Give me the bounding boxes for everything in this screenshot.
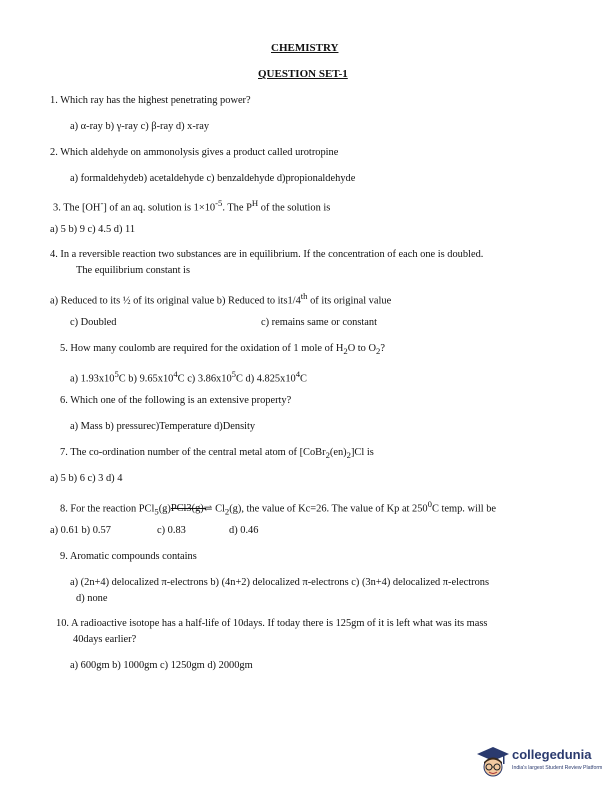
q4-option-sup: th bbox=[300, 291, 308, 301]
question-10-options: a) 600gm b) 1000gm c) 1250gm d) 2000gm bbox=[70, 660, 253, 671]
question-9-options: a) (2n+4) delocalized π-electrons b) (4n+2) delocalized π-electrons c) (3n+4) delocalized π-electrons bbox=[70, 577, 490, 588]
question-set-title: QUESTION SET-1 bbox=[258, 68, 348, 80]
q5-sub-1: 2 bbox=[343, 346, 348, 357]
question-5 bbox=[60, 342, 385, 358]
question-2: 2. Which aldehyde on ammonolysis gives a product called urotropine bbox=[50, 147, 339, 158]
question-7-options: a) 5 b) 6 c) 3 d) 4 bbox=[50, 473, 123, 484]
q4-option-b-tail: of its original value bbox=[307, 295, 392, 307]
q8-sub-2: 2 bbox=[224, 506, 230, 517]
question-4-line-1: 4. In a reversible reaction two substances are in equilibrium. If the concentration of each one is doubled. bbox=[50, 249, 484, 260]
equilibrium-arrow-icon: ⇌ bbox=[203, 503, 213, 515]
question-4-options-ab bbox=[50, 290, 391, 307]
q5-opt-c: C c) 3.86x10 bbox=[177, 373, 232, 385]
q3-text-2: ] of an aq. solution is 1×10 bbox=[103, 202, 216, 214]
q4-option-a: a) Reduced to its ½ of its original value b) Reduced to its1/4 bbox=[50, 295, 301, 307]
question-8-option-c: c) 0.83 bbox=[157, 525, 186, 536]
q5-text-1: 5. How many coulomb are required for the oxidation of 1 mole of H bbox=[60, 343, 344, 354]
q5-opt-b-sup: 4 bbox=[173, 369, 178, 379]
question-8-option-d: d) 0.46 bbox=[229, 525, 259, 536]
q3-text-1: 3. The [OH bbox=[53, 202, 101, 214]
question-5-options bbox=[70, 368, 307, 385]
question-2-options: a) formaldehydeb) acetaldehyde c) benzaldehyde d)propionaldehyde bbox=[70, 173, 356, 184]
question-4-option-c: c) Doubled bbox=[70, 317, 117, 328]
question-9: 9. Aromatic compounds contains bbox=[60, 551, 197, 562]
q5-opt-d: C d) 4.825x10 bbox=[235, 373, 296, 385]
q8-text-1: 8. For the reaction PCl bbox=[60, 503, 155, 515]
logo-name: collegedunia bbox=[512, 747, 592, 762]
q5-opt-b: C b) 9.65x10 bbox=[118, 373, 174, 385]
q3-text-3: . The P bbox=[222, 202, 252, 214]
question-10-line-1: 10. A radioactive isotope has a half-life of 10days. If today there is 125gm of it is left what was its mass bbox=[56, 618, 488, 629]
q5-opt-a: a) 1.93x10 bbox=[70, 373, 115, 385]
question-8-options-ab: a) 0.61 b) 0.57 bbox=[50, 525, 111, 536]
question-4-option-d: c) remains same or constant bbox=[261, 317, 377, 328]
q8-struck-text: PCl3(g) bbox=[170, 503, 204, 515]
q8-text-4: (g), the value of Kc=26. The value of Kp at 250 bbox=[229, 503, 428, 515]
q8-text-2: (g) bbox=[158, 503, 171, 515]
subject-title: CHEMISTRY bbox=[271, 42, 339, 54]
q5-opt-end: C bbox=[300, 373, 307, 385]
question-3-options: a) 5 b) 9 c) 4.5 d) 11 bbox=[50, 224, 136, 235]
q5-text-3: ? bbox=[380, 343, 385, 354]
q7-sub-1: 2 bbox=[325, 450, 330, 461]
question-6-options: a) Mass b) pressurec)Temperature d)Density bbox=[70, 421, 256, 432]
question-7 bbox=[60, 446, 374, 462]
q8-sup: 0 bbox=[427, 499, 432, 509]
q3-sup-3: H bbox=[251, 198, 259, 208]
q3-sup-2: -5 bbox=[215, 198, 223, 208]
question-4-line-2: The equilibrium constant is bbox=[76, 265, 190, 276]
collegedunia-logo bbox=[476, 745, 606, 781]
q8-text-5: C temp. will be bbox=[431, 503, 497, 515]
question-9-options-2: d) none bbox=[76, 593, 108, 604]
q5-sub-2: 2 bbox=[375, 346, 381, 357]
q7-text-1: 7. The co-ordination number of the central metal atom of [CoBr bbox=[60, 447, 326, 458]
question-6: 6. Which one of the following is an extensive property? bbox=[60, 395, 292, 406]
q7-text-2: (en) bbox=[329, 447, 347, 458]
q8-text-3: Cl bbox=[212, 503, 225, 515]
q7-text-3: ]Cl is bbox=[350, 447, 374, 458]
q5-text-2: O to O bbox=[347, 343, 376, 354]
q8-sub-1: 5 bbox=[154, 506, 159, 517]
question-1: 1. Which ray has the highest penetrating power? bbox=[50, 95, 251, 106]
question-3 bbox=[53, 197, 330, 214]
question-1-options: a) α-ray b) γ-ray c) β-ray d) x-ray bbox=[70, 121, 210, 132]
question-8 bbox=[60, 498, 496, 519]
q5-opt-d-sup: 4 bbox=[295, 369, 301, 379]
q3-text-4: of the solution is bbox=[258, 202, 331, 214]
q7-sub-2: 2 bbox=[346, 450, 351, 461]
question-10-line-2: 40days earlier? bbox=[73, 634, 137, 645]
graduate-icon bbox=[476, 745, 510, 781]
q5-opt-a-sup: 5 bbox=[114, 369, 119, 379]
q3-sup-1: - bbox=[100, 198, 104, 208]
q5-opt-c-sup: 5 bbox=[231, 369, 236, 379]
logo-tagline: India's largest Student Review Platform bbox=[512, 765, 603, 771]
